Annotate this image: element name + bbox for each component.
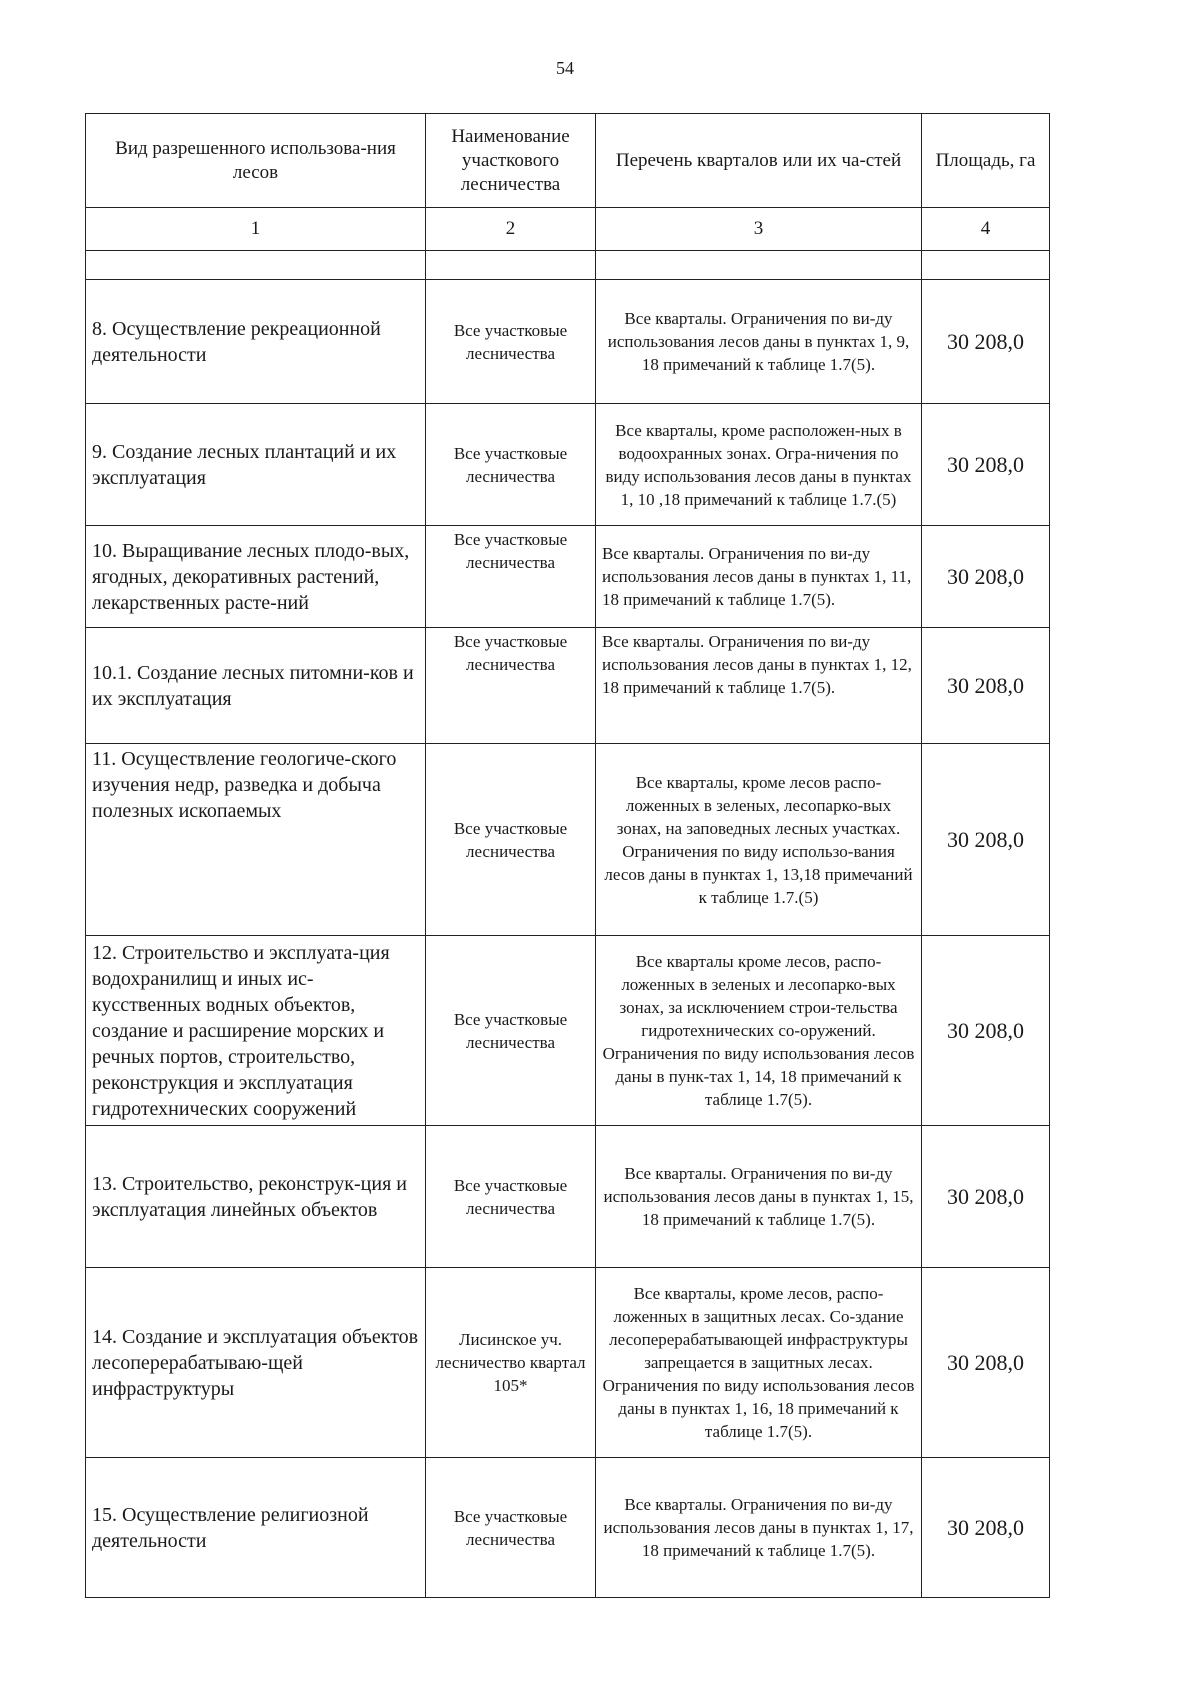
use-type-cell: 14. Создание и эксплуатация объектов лесоперерабатываю-щей инфраструктуры: [86, 1268, 426, 1458]
header-use-type: Вид разрешенного использова-ния лесов: [86, 114, 426, 208]
header-forestry: Наименование участкового лесничества: [426, 114, 596, 208]
quarters-cell: Все кварталы, кроме расположен-ных в водоохранных зонах. Огра-ничения по виду использования лесов даны в пунктах 1, 10 ,18 примечаний к таблице 1.7.(5): [596, 404, 922, 526]
empty-row: [86, 251, 1050, 280]
use-type-cell: 8. Осуществление рекреационной деятельности: [86, 280, 426, 404]
quarters-cell: Все кварталы. Ограничения по ви-ду использования лесов даны в пунктах 1, 17, 18 примечаний к таблице 1.7(5).: [596, 1458, 922, 1598]
area-cell: 30 208,0: [922, 936, 1050, 1126]
area-cell: 30 208,0: [922, 404, 1050, 526]
table-row: [86, 1268, 1050, 1458]
table-row: [86, 1126, 1050, 1268]
header-quarters: Перечень кварталов или их ча-стей: [596, 114, 922, 208]
area-cell: 30 208,0: [922, 526, 1050, 628]
area-cell: 30 208,0: [922, 744, 1050, 936]
table-row: [86, 1458, 1050, 1598]
quarters-cell: Все кварталы. Ограничения по ви-ду использования лесов даны в пунктах 1, 12, 18 примечаний к таблице 1.7(5).: [596, 628, 922, 744]
forestry-cell: Все участковые лесничества: [426, 526, 596, 628]
use-type-cell: 10. Выращивание лесных плодо-вых, ягодных, декоративных растений, лекарственных расте-ний: [86, 526, 426, 628]
forestry-cell: Все участковые лесничества: [426, 936, 596, 1126]
table-row: [86, 404, 1050, 526]
forestry-cell: Все участковые лесничества: [426, 628, 596, 744]
area-cell: 30 208,0: [922, 1268, 1050, 1458]
quarters-cell: Все кварталы. Ограничения по ви-ду использования лесов даны в пунктах 1, 11, 18 примечаний к таблице 1.7(5).: [596, 526, 922, 628]
quarters-cell: Все кварталы. Ограничения по ви-ду использования лесов даны в пунктах 1, 9, 18 примечаний к таблице 1.7(5).: [596, 280, 922, 404]
column-number-row: [86, 208, 1050, 251]
table-row: [86, 744, 1050, 936]
quarters-cell: Все кварталы, кроме лесов, распо-ложенных в защитных лесах. Со-здание лесоперерабатывающей инфраструктуры запрещается в защитных лесах. Ограничения по виду использования лесов даны в пунктах 1, 16, 18 примечаний к таблице 1.7(5).: [596, 1268, 922, 1458]
forestry-cell: Все участковые лесничества: [426, 1458, 596, 1598]
table-header-row: [86, 114, 1050, 208]
column-number: 1: [86, 208, 426, 251]
area-cell: 30 208,0: [922, 1126, 1050, 1268]
forestry-cell: Лисинское уч. лесничество квартал 105*: [426, 1268, 596, 1458]
forest-use-table: [85, 113, 1050, 1598]
forestry-cell: Все участковые лесничества: [426, 744, 596, 936]
use-type-cell: 10.1. Создание лесных питомни-ков и их эксплуатация: [86, 628, 426, 744]
column-number: 3: [596, 208, 922, 251]
use-type-cell: 15. Осуществление религиозной деятельности: [86, 1458, 426, 1598]
area-cell: 30 208,0: [922, 628, 1050, 744]
area-cell: 30 208,0: [922, 1458, 1050, 1598]
quarters-cell: Все кварталы. Ограничения по ви-ду использования лесов даны в пунктах 1, 15, 18 примечаний к таблице 1.7(5).: [596, 1126, 922, 1268]
table-row: [86, 936, 1050, 1126]
use-type-cell: 11. Осуществление геологиче-ского изучения недр, разведка и добыча полезных ископаемых: [86, 744, 426, 936]
use-type-cell: 12. Строительство и эксплуата-ция водохранилищ и иных ис-кусственных водных объектов, создание и расширение морских и речных портов, строительство, реконструкция и эксплуатация гидротехнических сооружений: [86, 936, 426, 1126]
use-type-cell: 9. Создание лесных плантаций и их эксплуатация: [86, 404, 426, 526]
quarters-cell: Все кварталы кроме лесов, распо-ложенных в зеленых и лесопарко-вых зонах, за исключением строи-тельства гидротехнических со-оружений. Ограничения по виду использования лесов даны в пунк-тах 1, 14, 18 примечаний к таблице 1.7(5).: [596, 936, 922, 1126]
page-number: 54: [556, 58, 574, 78]
table-row: [86, 526, 1050, 628]
area-cell: 30 208,0: [922, 280, 1050, 404]
forestry-cell: Все участковые лесничества: [426, 280, 596, 404]
header-area: Площадь, га: [922, 114, 1050, 208]
quarters-cell: Все кварталы, кроме лесов распо-ложенных в зеленых, лесопарко-вых зонах, на заповедных лесных участках. Ограничения по виду использо-вания лесов даны в пунктах 1, 13,18 примечаний к таблице 1.7.(5): [596, 744, 922, 936]
forestry-cell: Все участковые лесничества: [426, 404, 596, 526]
column-number: 4: [922, 208, 1050, 251]
table-row: [86, 280, 1050, 404]
use-type-cell: 13. Строительство, реконструк-ция и эксплуатация линейных объектов: [86, 1126, 426, 1268]
column-number: 2: [426, 208, 596, 251]
table-row: [86, 628, 1050, 744]
forestry-cell: Все участковые лесничества: [426, 1126, 596, 1268]
